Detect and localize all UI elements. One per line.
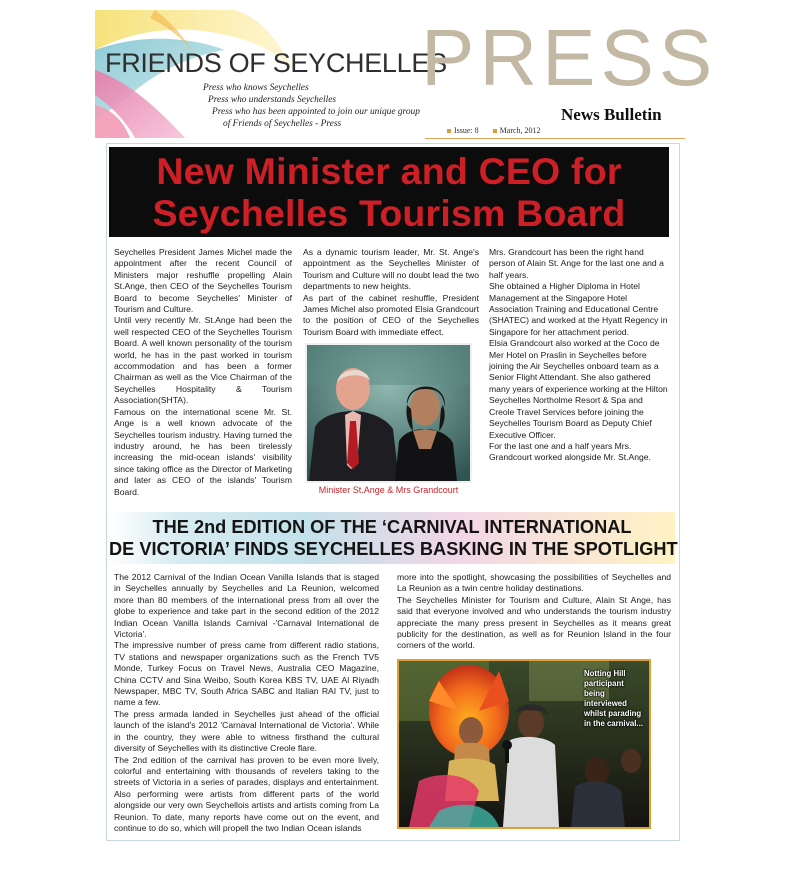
- tagline: Press who has been appointed to join our unique group: [212, 107, 420, 117]
- bullet-icon: [493, 129, 497, 133]
- issue-info: [447, 126, 541, 135]
- tagline: Press who understands Seychelles: [208, 95, 337, 105]
- headline-line: DE VICTORIA’ FINDS SEYCHELLES BASKING IN THE SPOTLIGHT: [109, 539, 678, 559]
- paragraph: Mrs. Grandcourt has been the right hand person of Alain St. Ange for the last one and a half years.: [489, 247, 664, 280]
- paragraph: The 2nd edition of the carnival has proven to be even more lively, colorful and entertaining with thousands of revelers taking to the streets of Victoria in a series of parades, displays and entertainment. Also performing were artists from different parts of the world alongside our very own Seychellois artists and artists coming from La Reunion. To date, many reports have come out on the event, and continue to do so, which will propell the two Indian Ocean islands: [114, 754, 379, 833]
- paragraph: As a dynamic tourism leader, Mr. St. Ange's appointment as the Seychelles Minister of Tourism and Culture will no doubt lead the two departments to new heights.: [303, 247, 479, 292]
- minister-photo-image: [307, 345, 470, 481]
- tagline: Press who knows Seychelles: [203, 83, 309, 93]
- article2-headline: [109, 512, 678, 564]
- paragraph: The press armada landed in Seychelles just ahead of the official launch of the island's 2012 'Carnaval International de Victoria'. While in the country, they were able to witness firsthand the cultural diversity of Seychelles with its distinctive Creole flare.: [114, 708, 379, 754]
- paragraph: The 2012 Carnival of the Indian Ocean Vanilla Islands that is staged in Seychelles annually by Seychelles and La Reunion, welcomed more than 80 members of the international press from all over the globe to experience and take part in the second edition of the 2012 Indian Ocean Vanilla Islands Carnival -'Carnaval International de Victoria'.: [114, 572, 379, 640]
- masthead-rule: [425, 138, 685, 139]
- minister-photo: [305, 343, 472, 483]
- paragraph: She obtained a Higher Diploma in Hotel Management at the Singapore Hotel Association Training and Educational Centre (SHATEC) and worked at the Hyatt Regency in Singapore for her attachment period.: [489, 281, 668, 337]
- masthead: [95, 10, 718, 138]
- headline-line: Seychelles Tourism Board: [152, 192, 626, 234]
- paragraph: more into the spotlight, showcasing the possibilities of Seychelles and La Reunion as a twin centre holiday destinations.: [397, 572, 671, 594]
- issue-number: Issue: 8: [454, 126, 479, 135]
- news-bulletin-label: News Bulletin: [561, 105, 662, 124]
- paragraph: The impressive number of press came from different radio stations, TV stations and newspaper organizations such as the French TV5 Monde, Turkey Focus on Travel News, Australia CEO Magazine, China CCTV and Sina Weibo, South Korea KBS TV, UAE Al Riyadh Newspaper, MBC TV, South Africa SABC and Italian RAI TV, just to name a few.: [114, 640, 379, 708]
- paragraph: Until very recently Mr. St.Ange had been the well respected CEO of the Seychelles Tourism Board. A well known personality of the tourism world, he has in the past worked in tourism accommodation and has been a former Chairman as well as the Vice Chairman of the Seychelles Hospitality & Tourism Association(SHTA).: [114, 315, 292, 406]
- paragraph: Famous on the international scene Mr. St. Ange is a well known advocate of the Seychelles tourism industry. Having turned the industry around, he has been tirelessly increasing the mid-ocean islands' visibility since taking office as the Director of Marketing and later as CEO of the islands' Tourism Board.: [114, 406, 292, 497]
- carnival-photo: [397, 659, 651, 829]
- tagline: of Friends of Seychelles - Press: [223, 119, 342, 129]
- press-wordmark: PRESS: [421, 13, 718, 102]
- paragraph: Seychelles President James Michel made the appointment after the recent Council of Ministers major reshuffle propelling Alain St.Ange, then CEO of the Seychelles Tourism Board to become Seychelles' Minister of Tourism and Culture.: [114, 247, 292, 315]
- issue-date: March, 2012: [499, 126, 541, 135]
- paragraph: For the last one and a half years Mrs. Grandcourt worked alongside Mr. St.Ange.: [489, 440, 651, 463]
- article2-column-1: [114, 572, 379, 834]
- paragraph: The Seychelles Minister for Tourism and Culture, Alain St Ange, has said that everyone involved and who understands the tourism industry appreciate the many press present in Seychelles as it means great publicity for the destination, as well as for Reunion Island in the four corners of the world.: [397, 594, 671, 651]
- headline-line: THE 2nd EDITION OF THE ‘CARNIVAL INTERNATIONAL: [152, 517, 632, 537]
- article1-column-2: [303, 247, 479, 338]
- article1-column-1: [114, 247, 292, 498]
- paragraph: As part of the cabinet reshuffle, President James Michel also promoted Elsia Grandcourt to the position of CEO of the Seychelles Tourism Board with immediate effect.: [303, 292, 479, 337]
- paragraph: Elsia Grandcourt also worked at the Coco de Mer Hotel on Praslin in Seychelles before joining the Air Seychelles onboard team as a Senior Flight Attendant. She also gathered many years of experience working at the Hilton Seychelles Northolme Resort & Spa and Creole Travel Services before joining the Seychelles Tourism Board as Deputy Chief Executive Officer.: [489, 338, 668, 440]
- article2-column-2: [397, 572, 671, 652]
- article1-headline: [109, 147, 669, 237]
- bullet-icon: [447, 129, 451, 133]
- taglines: [203, 82, 433, 130]
- carnival-photo-caption: Notting Hill participant being interviewed whilst parading in the carnival...: [584, 669, 643, 728]
- headline-line: New Minister and CEO for: [156, 150, 622, 192]
- brand-name: FRIENDS OF SEYCHELLES: [105, 48, 447, 78]
- minister-photo-caption: Minister St.Ange & Mrs Grandcourt: [318, 485, 459, 495]
- article1-column-3: [489, 247, 669, 464]
